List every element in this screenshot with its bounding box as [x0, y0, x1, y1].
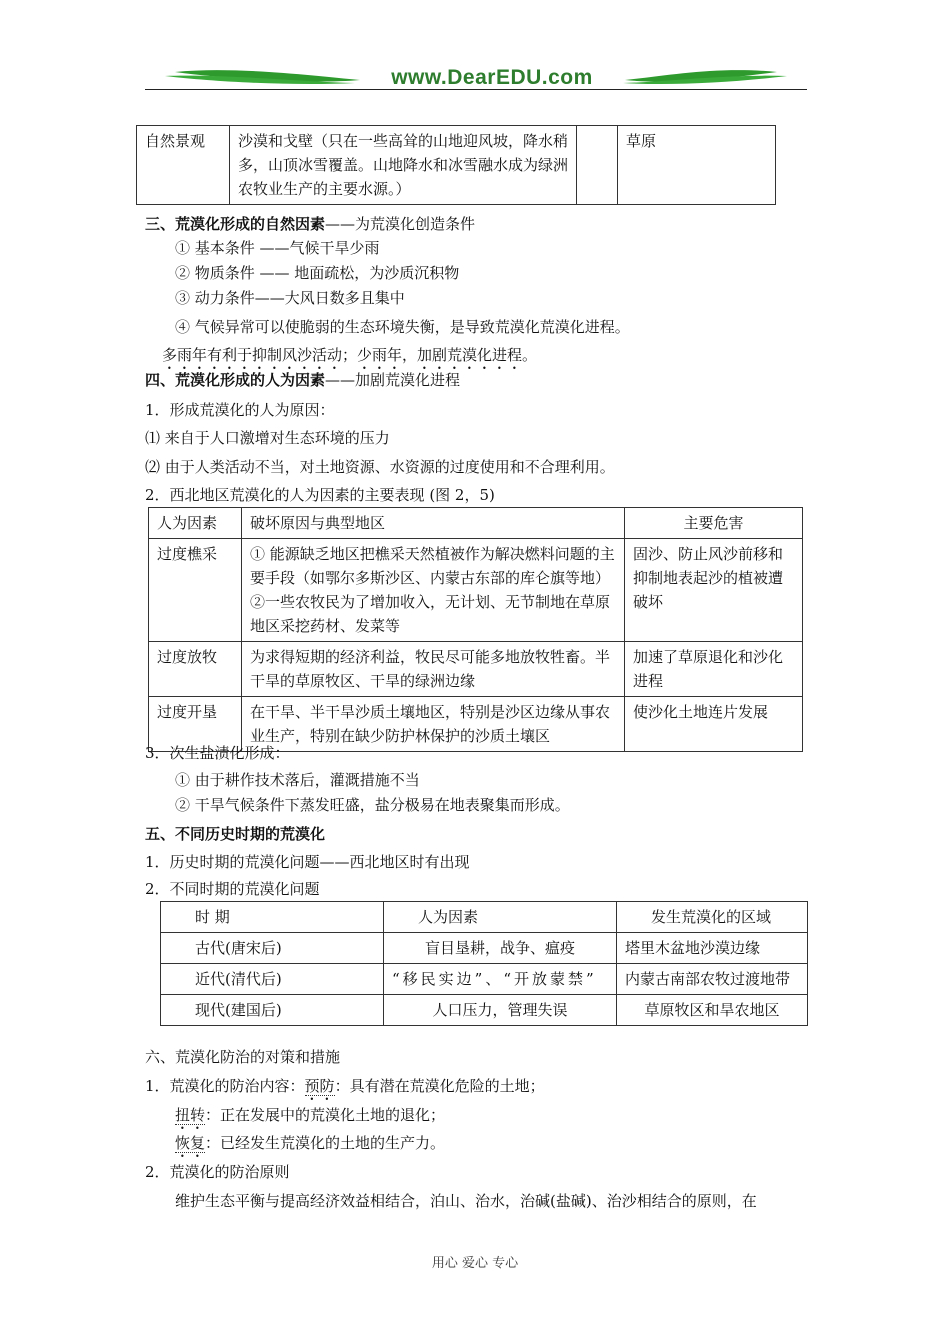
section-3-subtitle: ——为荒漠化创造条件 [325, 215, 476, 233]
section-6-title: 六、荒漠化防治的对策和措施 [145, 1048, 341, 1066]
section-5-title: 五、不同历史时期的荒漠化 [145, 825, 326, 843]
table-cell: 草原牧区和旱农地区 [617, 995, 808, 1026]
table-cell: 塔里木盆地沙漠边缘 [617, 933, 808, 964]
table-header-cell: 主要危害 [625, 508, 803, 539]
table-cell [577, 126, 618, 205]
paragraph [175, 1105, 445, 1133]
paragraph-text: ：具有潜在荒漠化危险的土地； [334, 1077, 545, 1095]
landscape-table [136, 125, 776, 205]
table-cell: 现代(建国后) [161, 995, 384, 1026]
keyword: 扭转 [175, 1106, 206, 1124]
table-header-cell: 人为因素 [384, 902, 617, 933]
paragraph: 1．历史时期的荒漠化问题——西北地区时有出现 [145, 853, 470, 871]
table-row [161, 995, 808, 1026]
table-header-cell: 时 期 [161, 902, 384, 933]
section-4-subtitle: ——加剧荒漠化进程 [325, 371, 461, 389]
paragraph-prefix: 1．荒漠化的防治内容： [145, 1077, 305, 1095]
history-table [160, 901, 808, 1026]
paragraph: 3．次生盐渍化形成： [145, 744, 290, 762]
paragraph-text: ：已经发生荒漠化的土地的生产力。 [205, 1134, 446, 1152]
list-item: ④ 气候异常可以使脆弱的生态环境失衡，是导致荒漠化荒漠化进程。 [175, 318, 630, 336]
table-row [137, 126, 776, 205]
table-cell: “移民实边”、“开放蒙禁” [384, 964, 617, 995]
table-cell: 加速了草原退化和沙化进程 [625, 642, 803, 697]
table-cell: 在干旱、半干旱沙质土壤地区，特别是沙区边缘从事农业生产，特别在缺少防护林保护的沙质土壤区 [242, 697, 625, 752]
table-cell: 盲目垦耕，战争、瘟疫 [384, 933, 617, 964]
table-row [161, 964, 808, 995]
table-cell: 草原 [618, 126, 776, 205]
table-header-cell: 发生荒漠化的区域 [617, 902, 808, 933]
list-item: ① 由于耕作技术落后，灌溉措施不当 [175, 771, 420, 789]
table-header-cell: 人为因素 [149, 508, 242, 539]
table-cell: 人口压力，管理失误 [384, 995, 617, 1026]
paragraph [145, 1076, 545, 1104]
table-row [149, 642, 803, 697]
table-row [161, 933, 808, 964]
table-header-row [161, 902, 808, 933]
section-4-heading [145, 370, 460, 390]
table-cell: 近代(清代后) [161, 964, 384, 995]
list-item: ② 物质条件 —— 地面疏松，为沙质沉积物 [175, 264, 460, 282]
paragraph: ⑴ 来自于人口激增对生态环境的压力 [145, 429, 390, 447]
table-row [149, 539, 803, 642]
list-item: ② 干旱气候条件下蒸发旺盛，盐分极易在地表聚集而形成。 [175, 796, 570, 814]
table-cell: 内蒙古南部农牧过渡地带 [617, 964, 808, 995]
table-cell: ① 能源缺乏地区把樵采天然植被作为解决燃料问题的主要手段（如鄂尔多斯沙区、内蒙古东部的库仑旗等地）②一些农牧民为了增加收入，无计划、无节制地在草原地区采挖药材、发菜等 [242, 539, 625, 642]
paragraph: 2．西北地区荒漠化的人为因素的主要表现 (图 2，5) [145, 486, 495, 504]
paragraph: 1．形成荒漠化的人为原因： [145, 401, 335, 419]
emphasis-note: 多雨年有利于抑制风沙活动；少雨年，加剧荒漠化进程。 [162, 346, 538, 364]
table-header-row [149, 508, 803, 539]
section-3-title: 三、荒漠化形成的自然因素 [145, 215, 326, 233]
logo-text: www.DearEDU.com [391, 66, 593, 89]
table-cell: 沙漠和戈壁（只在一些高耸的山地迎风坡，降水稍多，山顶冰雪覆盖。山地降水和冰雪融水成为绿洲农牧业生产的主要水源。） [230, 126, 577, 205]
table-cell: 过度开垦 [149, 697, 242, 752]
list-item: ① 基本条件 ——气候干旱少雨 [175, 239, 380, 257]
table-header-cell: 破坏原因与典型地区 [242, 508, 625, 539]
paragraph [175, 1133, 445, 1161]
human-factors-table [148, 507, 803, 752]
table-cell: 过度放牧 [149, 642, 242, 697]
table-cell: 为求得短期的经济利益，牧民尽可能多地放牧牲畜。半干旱的草原牧区、干旱的绿洲边缘 [242, 642, 625, 697]
table-cell: 过度樵采 [149, 539, 242, 642]
section-4-title: 四、荒漠化形成的人为因素 [145, 371, 326, 389]
header-divider [145, 89, 807, 90]
page-footer: 用心 爱心 专心 [431, 1256, 519, 1271]
paragraph: 维护生态平衡与提高经济效益相结合，泊山、治水，治碱(盐碱)、治沙相结合的原则，在 [175, 1192, 757, 1210]
keyword: 恢复 [175, 1134, 206, 1152]
paragraph-text: ：正在发展中的荒漠化土地的退化； [205, 1106, 446, 1124]
table-cell: 使沙化土地连片发展 [625, 697, 803, 752]
paragraph: 2．荒漠化的防治原则 [145, 1163, 290, 1181]
table-cell: 固沙、防止风沙前移和抑制地表起沙的植被遭破坏 [625, 539, 803, 642]
section-3-heading [145, 214, 475, 234]
paragraph: ⑵ 由于人类活动不当，对土地资源、水资源的过度使用和不合理利用。 [145, 458, 615, 476]
keyword: 预防 [304, 1077, 335, 1095]
list-item: ③ 动力条件——大风日数多且集中 [175, 289, 405, 307]
paragraph: 2．不同时期的荒漠化问题 [145, 880, 320, 898]
table-cell: 自然景观 [137, 126, 230, 205]
table-cell: 古代(唐宋后) [161, 933, 384, 964]
